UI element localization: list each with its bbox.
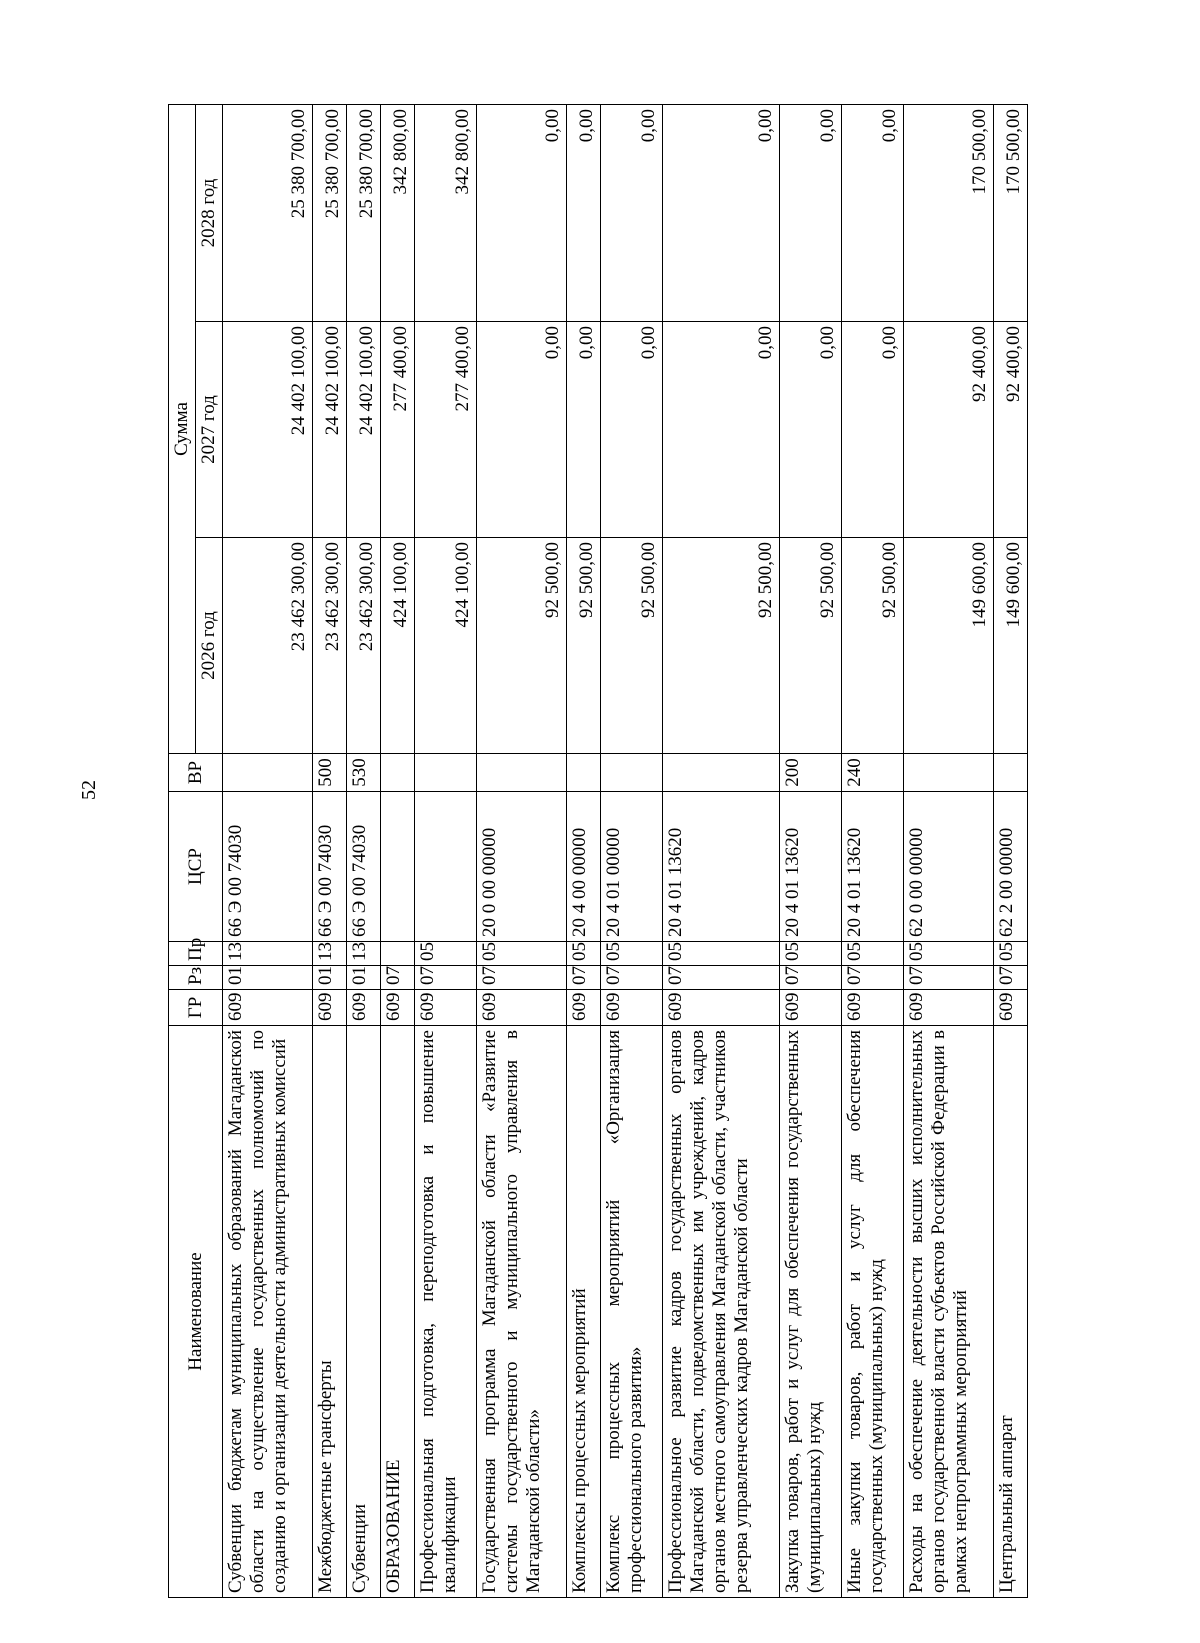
row-vr [476, 754, 566, 792]
row-sum-2026: 92 500,00 [842, 538, 904, 754]
row-sum-2028: 0,00 [600, 105, 662, 322]
table-row [904, 105, 994, 1598]
row-sum-2026: 92 500,00 [780, 538, 842, 754]
row-sum-2028: 342 800,00 [380, 105, 414, 322]
row-rz: 07 [662, 966, 780, 990]
row-sum-2027: 0,00 [600, 322, 662, 538]
row-rz: 07 [780, 966, 842, 990]
header-2028: 2028 год [196, 105, 223, 322]
row-pr: 13 [346, 942, 380, 966]
row-name: Комплексы процессных мероприятий [566, 1026, 600, 1598]
table-row [993, 105, 1027, 1598]
row-vr [904, 754, 994, 792]
row-sum-2026: 92 500,00 [662, 538, 780, 754]
page-number: 52 [78, 780, 100, 800]
row-pr: 05 [780, 942, 842, 966]
row-gr: 609 [223, 990, 313, 1026]
rotated-table-container [168, 105, 1028, 1598]
header-rz: Рз [169, 966, 223, 990]
row-name: Комплекс процессных мероприятий «Организация профессионального развития» [600, 1026, 662, 1598]
row-rz: 07 [566, 966, 600, 990]
row-sum-2027: 0,00 [842, 322, 904, 538]
row-sum-2027: 24 402 100,00 [312, 322, 346, 538]
row-sum-2028: 170 500,00 [904, 105, 994, 322]
row-pr [380, 942, 414, 966]
table-row [312, 105, 346, 1598]
row-pr: 13 [312, 942, 346, 966]
header-pr: Пр [169, 942, 223, 966]
row-gr: 609 [566, 990, 600, 1026]
row-vr: 500 [312, 754, 346, 792]
row-sum-2026: 23 462 300,00 [223, 538, 313, 754]
row-sum-2028: 0,00 [842, 105, 904, 322]
row-sum-2027: 277 400,00 [415, 322, 477, 538]
row-sum-2028: 0,00 [662, 105, 780, 322]
row-gr: 609 [662, 990, 780, 1026]
table-row [600, 105, 662, 1598]
row-sum-2028: 0,00 [476, 105, 566, 322]
row-rz: 01 [312, 966, 346, 990]
row-sum-2028: 0,00 [780, 105, 842, 322]
row-sum-2028: 0,00 [566, 105, 600, 322]
row-sum-2027: 92 400,00 [904, 322, 994, 538]
row-name: ОБРАЗОВАНИЕ [380, 1026, 414, 1598]
row-sum-2027: 24 402 100,00 [223, 322, 313, 538]
row-pr: 05 [476, 942, 566, 966]
row-sum-2026: 92 500,00 [600, 538, 662, 754]
table-row [662, 105, 780, 1598]
row-vr: 240 [842, 754, 904, 792]
row-gr: 609 [415, 990, 477, 1026]
row-name: Субвенции [346, 1026, 380, 1598]
row-rz: 07 [415, 966, 477, 990]
row-csr: 20 4 01 13620 [842, 792, 904, 942]
row-gr: 609 [993, 990, 1027, 1026]
row-sum-2026: 92 500,00 [476, 538, 566, 754]
row-csr: 20 0 00 00000 [476, 792, 566, 942]
table-row [566, 105, 600, 1598]
row-pr: 05 [904, 942, 994, 966]
row-pr: 05 [415, 942, 477, 966]
row-csr: 20 4 00 00000 [566, 792, 600, 942]
table-row [780, 105, 842, 1598]
table-row [842, 105, 904, 1598]
row-vr [600, 754, 662, 792]
row-sum-2028: 25 380 700,00 [346, 105, 380, 322]
row-csr: 62 0 00 00000 [904, 792, 994, 942]
header-gr: ГР [169, 990, 223, 1026]
row-vr [993, 754, 1027, 792]
table-row [415, 105, 477, 1598]
row-name: Профессиональная подготовка, переподготовка и повышение квалификации [415, 1026, 477, 1598]
row-sum-2027: 277 400,00 [380, 322, 414, 538]
header-vr: ВР [169, 754, 223, 792]
row-pr: 05 [662, 942, 780, 966]
row-rz: 07 [380, 966, 414, 990]
header-2026: 2026 год [196, 538, 223, 754]
row-csr: 62 2 00 00000 [993, 792, 1027, 942]
row-sum-2026: 92 500,00 [566, 538, 600, 754]
row-vr [223, 754, 313, 792]
row-sum-2028: 342 800,00 [415, 105, 477, 322]
row-sum-2027: 0,00 [780, 322, 842, 538]
row-name: Иные закупки товаров, работ и услуг для обеспечения государственных (муниципальных) нужд [842, 1026, 904, 1598]
row-gr: 609 [600, 990, 662, 1026]
row-name: Субвенции бюджетам муниципальных образований Магаданской области на осуществление государственных полномочий по созданию и организации деятельности административных комиссий [223, 1026, 313, 1598]
row-gr: 609 [476, 990, 566, 1026]
row-pr: 05 [566, 942, 600, 966]
header-2027: 2027 год [196, 322, 223, 538]
row-rz: 07 [993, 966, 1027, 990]
table-row [346, 105, 380, 1598]
budget-table [168, 104, 1028, 1598]
row-sum-2026: 424 100,00 [415, 538, 477, 754]
row-sum-2026: 424 100,00 [380, 538, 414, 754]
row-csr: 20 4 01 13620 [780, 792, 842, 942]
row-pr: 13 [223, 942, 313, 966]
row-csr: 20 4 01 13620 [662, 792, 780, 942]
row-name: Профессиональное развитие кадров государственных органов Магаданской области, подведомственных им учреждений, кадров органов местного самоуправления Магаданской области, участников резерва управленческих кадров Магаданской области [662, 1026, 780, 1598]
row-vr: 530 [346, 754, 380, 792]
row-rz: 07 [600, 966, 662, 990]
row-sum-2028: 170 500,00 [993, 105, 1027, 322]
row-vr [566, 754, 600, 792]
row-sum-2027: 24 402 100,00 [346, 322, 380, 538]
row-sum-2027: 0,00 [476, 322, 566, 538]
header-sum: Сумма [169, 105, 196, 754]
row-name: Закупка товаров, работ и услуг для обеспечения государственных (муниципальных) нужд [780, 1026, 842, 1598]
row-sum-2026: 149 600,00 [993, 538, 1027, 754]
row-vr [662, 754, 780, 792]
row-csr: 66 Э 00 74030 [223, 792, 313, 942]
row-rz: 07 [476, 966, 566, 990]
row-sum-2027: 0,00 [662, 322, 780, 538]
table-row [476, 105, 566, 1598]
row-sum-2028: 25 380 700,00 [312, 105, 346, 322]
row-sum-2026: 23 462 300,00 [312, 538, 346, 754]
row-csr: 66 Э 00 74030 [346, 792, 380, 942]
row-vr [380, 754, 414, 792]
row-csr [380, 792, 414, 942]
row-name: Государственная программа Магаданской области «Развитие системы государственного и муниципального управления в Магаданской области» [476, 1026, 566, 1598]
row-pr: 05 [993, 942, 1027, 966]
row-name: Межбюджетные трансферты [312, 1026, 346, 1598]
row-rz: 07 [842, 966, 904, 990]
row-vr: 200 [780, 754, 842, 792]
row-rz: 01 [346, 966, 380, 990]
row-rz: 07 [904, 966, 994, 990]
header-name: Наименование [169, 1026, 223, 1598]
row-gr: 609 [904, 990, 994, 1026]
row-sum-2026: 23 462 300,00 [346, 538, 380, 754]
table-row [380, 105, 414, 1598]
row-sum-2026: 149 600,00 [904, 538, 994, 754]
table-row [223, 105, 313, 1598]
row-name: Расходы на обеспечение деятельности высших исполнительных органов государственной власти субъектов Российской Федерации в рамках непрограммных мероприятий [904, 1026, 994, 1598]
row-vr [415, 754, 477, 792]
row-pr: 05 [842, 942, 904, 966]
row-gr: 609 [346, 990, 380, 1026]
row-csr: 66 Э 00 74030 [312, 792, 346, 942]
row-rz: 01 [223, 966, 313, 990]
row-gr: 609 [842, 990, 904, 1026]
row-pr: 05 [600, 942, 662, 966]
header-csr: ЦСР [169, 792, 223, 942]
row-csr: 20 4 01 00000 [600, 792, 662, 942]
row-gr: 609 [312, 990, 346, 1026]
row-csr [415, 792, 477, 942]
row-sum-2027: 92 400,00 [993, 322, 1027, 538]
row-name: Центральный аппарат [993, 1026, 1027, 1598]
row-sum-2028: 25 380 700,00 [223, 105, 313, 322]
row-sum-2027: 0,00 [566, 322, 600, 538]
row-gr: 609 [780, 990, 842, 1026]
row-gr: 609 [380, 990, 414, 1026]
